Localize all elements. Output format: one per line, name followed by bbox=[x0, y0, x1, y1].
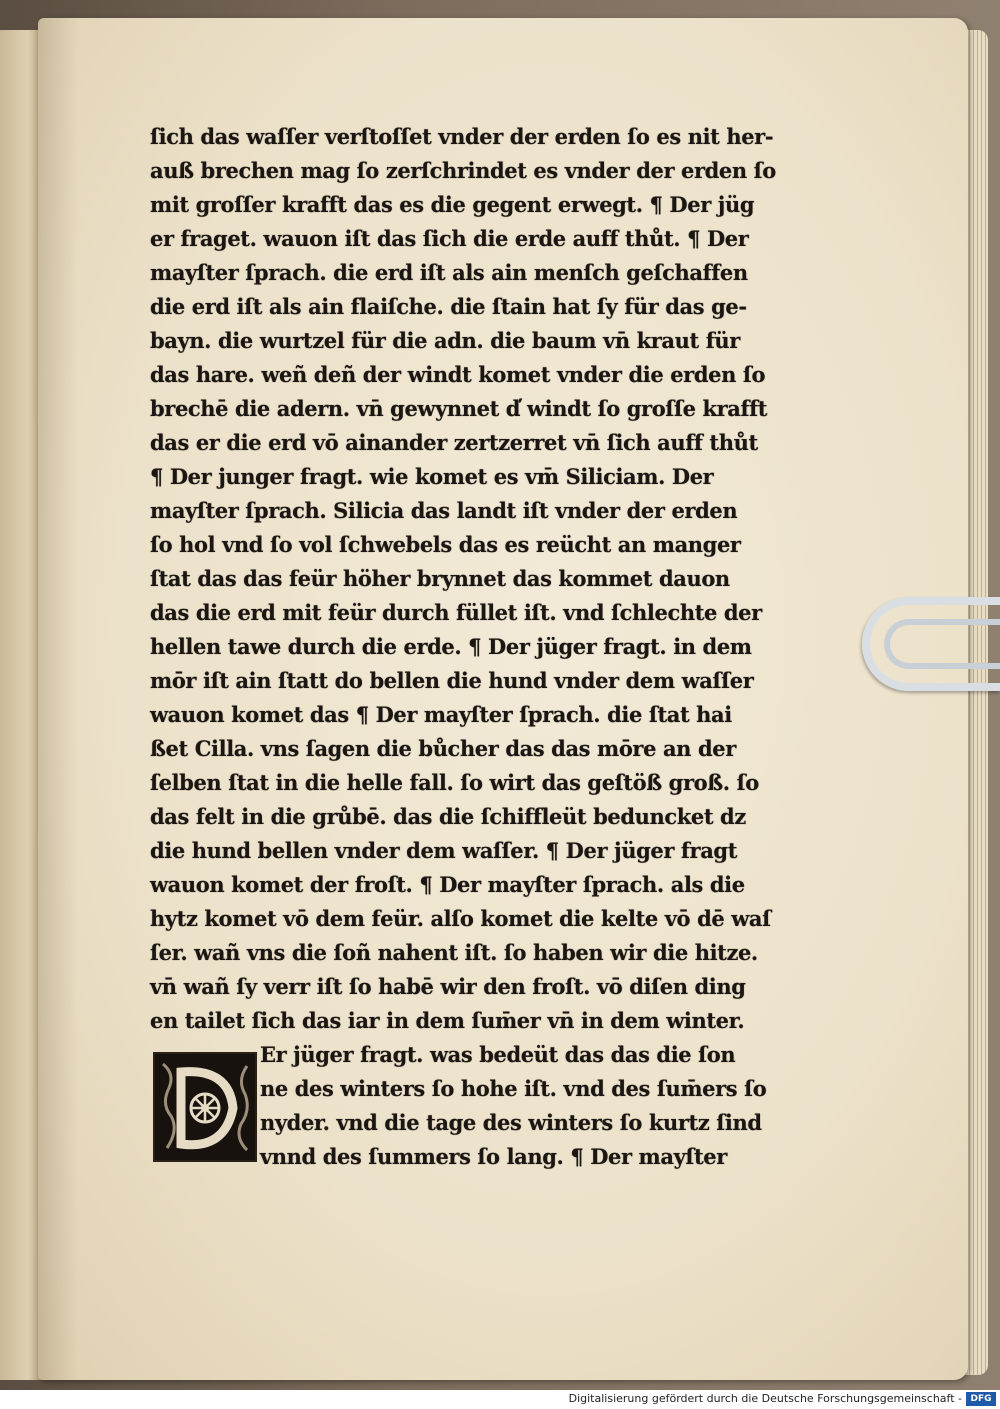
facing-page-edge bbox=[0, 30, 41, 1380]
initial-text-line: Er jüger fragt. was bedeüt das das die ſon bbox=[260, 1042, 736, 1067]
gutter-shadow bbox=[38, 18, 78, 1380]
initial-text-line: vnnd des ſummers ſo lang. ¶ Der mayſter bbox=[260, 1144, 727, 1169]
text-line: hellen tawe durch die erde. ¶ Der jüger fragt. in dem bbox=[150, 634, 752, 659]
text-line: brechē die adern. vn̄ gewynnet d̕ windt ſo groſſe krafft bbox=[150, 396, 768, 421]
text-line: ſo hol vnd ſo vol ſchwebels das es reücht an manger bbox=[150, 532, 741, 557]
text-line: ſer. wañ vns die ſoñ nahent iſt. ſo haben wir die hitze. bbox=[150, 940, 758, 965]
text-line: ſich das waſſer verſtoſſet vnder der erden ſo es nit her- bbox=[150, 124, 774, 149]
decorated-initial-D-icon bbox=[153, 1052, 257, 1162]
paper-clip-icon bbox=[862, 597, 1000, 691]
text-line: mayſter ſprach. die erd iſt als ain menſch geſchaffen bbox=[150, 260, 748, 285]
page-text bbox=[150, 120, 800, 1174]
text-line: ſtat das das feür höher brynnet das kommet dauon bbox=[150, 566, 730, 591]
text-line: wauon komet das ¶ Der mayſter ſprach. die ſtat hai bbox=[150, 702, 732, 727]
text-line: er fraget. wauon iſt das ſich die erde auff thůt. ¶ Der bbox=[150, 226, 749, 251]
text-line: mit groſſer krafft das es die gegent erwegt. ¶ Der jüg bbox=[150, 192, 755, 217]
text-line: die erd iſt als ain flaiſche. die ſtain hat ſy für das ge- bbox=[150, 294, 747, 319]
text-line: ſelben ſtat in die helle fall. ſo wirt das geſtöß groß. ſo bbox=[150, 770, 759, 795]
text-line: das felt in die grůbē. das die ſchiffleüt beduncket dz bbox=[150, 804, 746, 829]
dfg-logo: DFG bbox=[966, 1392, 996, 1406]
text-line: die hund bellen vnder dem waſſer. ¶ Der jüger fragt bbox=[150, 838, 738, 863]
text-line: bayn. die wurtzel für die adn. die baum vn̄ kraut für bbox=[150, 328, 740, 353]
initial-text-line: nyder. vnd die tage des winters ſo kurtz ſind bbox=[260, 1110, 762, 1135]
text-line: mayſter ſprach. Silicia das landt iſt vnder der erden bbox=[150, 498, 738, 523]
text-line: auß brechen mag ſo zerſchrindet es vnder der erden ſo bbox=[150, 158, 776, 183]
text-line: das die erd mit feür durch füllet iſt. vnd ſchlechte der bbox=[150, 600, 762, 625]
text-line: ßet Cilla. vns ſagen die bůcher das das mōre an der bbox=[150, 736, 736, 761]
text-line: mōr iſt ain ſtatt do bellen die hund vnder dem waſſer bbox=[150, 668, 754, 693]
text-line: hytz komet vō dem feür. alſo komet die kelte vō dē waſ bbox=[150, 906, 771, 931]
text-line: vn̄ wañ ſy verr iſt ſo habē wir den froſt. vō diſen ding bbox=[150, 974, 746, 999]
text-line: das hare. weñ deñ der windt komet vnder die erden ſo bbox=[150, 362, 766, 387]
text-line: das er die erd vō ainander zertzerret vn̄ ſich auff thůt bbox=[150, 430, 758, 455]
text-line: ¶ Der junger fragt. wie komet es vm̄ Siliciam. Der bbox=[150, 464, 714, 489]
text-line: en tailet ſich das iar in dem ſum̄er vn̄ in dem winter. bbox=[150, 1008, 745, 1033]
funding-credit: Digitalisierung gefördert durch die Deutsche Forschungsgemeinschaft - bbox=[568, 1392, 962, 1405]
text-line: wauon komet der froſt. ¶ Der mayſter ſprach. als die bbox=[150, 872, 745, 897]
initial-text-line: ne des winters ſo hohe iſt. vnd des ſum̄ers ſo bbox=[260, 1076, 767, 1101]
